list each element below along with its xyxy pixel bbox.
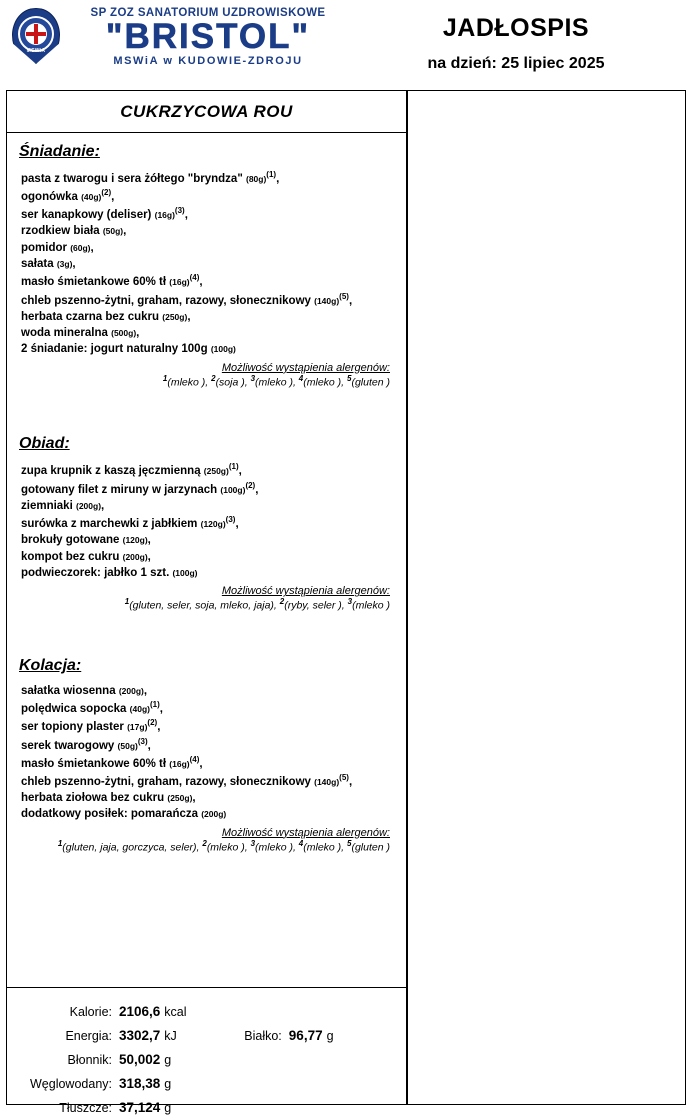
item-separator: , bbox=[349, 776, 352, 788]
meal-item bbox=[21, 169, 398, 187]
meal-item-weight: (16g) bbox=[169, 277, 189, 287]
item-separator: , bbox=[160, 703, 163, 715]
item-separator: , bbox=[157, 721, 160, 733]
summary-row bbox=[7, 1096, 406, 1119]
meal-item-weight: (40g) bbox=[130, 704, 150, 714]
item-separator: , bbox=[192, 792, 195, 804]
meal-item-weight: (17g) bbox=[127, 722, 147, 732]
item-separator: , bbox=[148, 551, 151, 563]
allergen-text: (mleko ), bbox=[255, 376, 299, 388]
allergen-header: Możliwość wystąpienia alergenów: bbox=[15, 827, 390, 839]
institution-line-3: MSWiA w KUDOWIE-ZDROJU bbox=[68, 55, 348, 67]
summary-value: 318,38 bbox=[119, 1072, 160, 1096]
meal-item-name: ser topiony plaster bbox=[21, 721, 124, 733]
allergen-header: Możliwość wystąpienia alergenów: bbox=[15, 585, 390, 597]
title-block bbox=[348, 6, 684, 73]
summary-unit: g bbox=[164, 1050, 171, 1072]
summary-row bbox=[7, 1072, 406, 1096]
meal-item bbox=[21, 532, 398, 548]
meal-item-weight: (140g) bbox=[314, 295, 339, 305]
allergen-index: 2 bbox=[280, 597, 284, 606]
meal-item-name: kompot bez cukru bbox=[21, 551, 119, 563]
summary-value: 2106,6 bbox=[119, 1000, 160, 1024]
meal-item-name: chleb pszenno-żytni, graham, razowy, słonecznikowy bbox=[21, 776, 311, 788]
allergen-index: 3 bbox=[251, 374, 255, 383]
meal-item-name: 2 śniadanie: jogurt naturalny 100g bbox=[21, 343, 208, 355]
item-separator: , bbox=[349, 294, 352, 306]
summary-label: Błonnik: bbox=[7, 1050, 119, 1072]
allergen-text: (gluten, seler, soja, mleko, jaja), bbox=[129, 600, 280, 612]
meal-title: Obiad: bbox=[19, 435, 398, 453]
summary-unit-secondary: g bbox=[327, 1026, 334, 1048]
summary-row bbox=[7, 1048, 406, 1072]
item-separator: , bbox=[136, 327, 139, 339]
item-separator: , bbox=[199, 276, 202, 288]
item-separator: , bbox=[123, 225, 126, 237]
allergen-marker: (5) bbox=[339, 292, 349, 301]
item-separator: , bbox=[72, 258, 75, 270]
meal-item-name: serek twarogowy bbox=[21, 739, 114, 751]
allergen-marker: (1) bbox=[229, 462, 239, 471]
allergen-text: (mleko ), bbox=[255, 841, 299, 853]
allergen-text: (mleko ), bbox=[303, 841, 347, 853]
summary-value-secondary: 96,77 bbox=[289, 1024, 323, 1048]
allergen-marker: (3) bbox=[226, 515, 236, 524]
summary-unit: g bbox=[164, 1074, 171, 1096]
allergen-index: 1 bbox=[58, 839, 62, 848]
meal-item-weight: (3g) bbox=[57, 259, 73, 269]
meal-item-weight: (500g) bbox=[111, 328, 136, 338]
item-separator: , bbox=[91, 242, 94, 254]
allergen-index: 2 bbox=[211, 374, 215, 383]
cross-icon-horizontal bbox=[26, 32, 46, 36]
item-separator: , bbox=[148, 739, 151, 751]
meal-item-weight: (200g) bbox=[76, 501, 101, 511]
institution-line-1: SP ZOZ SANATORIUM UZDROWISKOWE bbox=[68, 7, 348, 19]
summary-label-secondary: Białko: bbox=[177, 1026, 289, 1048]
meal-item bbox=[21, 498, 398, 514]
meal-item-weight: (140g) bbox=[314, 777, 339, 787]
meal-item-name: chleb pszenno-żytni, graham, razowy, słonecznikowy bbox=[21, 294, 311, 306]
page-title: JADŁOSPIS bbox=[348, 14, 684, 43]
meal-title: Kolacja: bbox=[19, 657, 398, 675]
menu-frame bbox=[6, 90, 686, 1105]
meal-item bbox=[21, 480, 398, 498]
meal-section bbox=[15, 143, 398, 389]
logo-block bbox=[8, 6, 348, 68]
item-separator: , bbox=[239, 465, 242, 477]
item-separator: , bbox=[111, 191, 114, 203]
meal-item-name: surówka z marchewki z jabłkiem bbox=[21, 518, 197, 530]
meal-item bbox=[21, 341, 398, 357]
allergen-index: 4 bbox=[299, 374, 303, 383]
item-separator: , bbox=[185, 209, 188, 221]
summary-value: 3302,7 bbox=[119, 1024, 160, 1048]
meal-item bbox=[21, 549, 398, 565]
institution-name-block bbox=[68, 7, 348, 68]
allergen-marker: (1) bbox=[266, 170, 276, 179]
meal-item bbox=[21, 272, 398, 290]
meal-item-weight: (50g) bbox=[118, 740, 138, 750]
meal-item-name: podwieczorek: jabłko 1 szt. bbox=[21, 567, 169, 579]
meal-item-name: dodatkowy posiłek: pomarańcza bbox=[21, 808, 198, 820]
summary-unit: kcal bbox=[164, 1002, 186, 1024]
meal-item-name: herbata czarna bez cukru bbox=[21, 311, 159, 323]
allergen-header: Możliwość wystąpienia alergenów: bbox=[15, 362, 390, 374]
meal-item-name: polędwica sopocka bbox=[21, 703, 126, 715]
allergen-marker: (4) bbox=[190, 755, 200, 764]
allergen-text: (gluten, jaja, gorczyca, seler), bbox=[62, 841, 202, 853]
allergen-text: (mleko ), bbox=[167, 376, 211, 388]
allergen-marker: (4) bbox=[190, 273, 200, 282]
meal-item-name: rzodkiew biała bbox=[21, 225, 100, 237]
diet-header bbox=[7, 91, 406, 133]
meal-item-name: sałatka wiosenna bbox=[21, 685, 116, 697]
meal-item bbox=[21, 309, 398, 325]
meal-item-weight: (200g) bbox=[123, 552, 148, 562]
allergen-index: 1 bbox=[125, 597, 129, 606]
meal-item-weight: (250g) bbox=[167, 793, 192, 803]
allergen-marker: (3) bbox=[175, 206, 185, 215]
meal-item-name: masło śmietankowe 60% tł bbox=[21, 276, 166, 288]
allergen-list bbox=[15, 839, 390, 855]
meal-item bbox=[21, 240, 398, 256]
document-date: na dzień: 25 lipiec 2025 bbox=[348, 55, 684, 73]
allergen-marker: (2) bbox=[101, 188, 111, 197]
item-separator: , bbox=[255, 483, 258, 495]
meal-item-weight: (50g) bbox=[103, 226, 123, 236]
summary-unit: kJ bbox=[164, 1026, 177, 1048]
meal-item-weight: (120g) bbox=[201, 519, 226, 529]
summary-label: Energia: bbox=[7, 1026, 119, 1048]
allergen-index: 3 bbox=[251, 839, 255, 848]
allergen-text: (mleko ) bbox=[352, 600, 390, 612]
meal-item bbox=[21, 683, 398, 699]
meal-item-weight: (100g) bbox=[172, 568, 197, 578]
mswia-emblem-icon bbox=[8, 6, 64, 68]
summary-row bbox=[7, 1024, 406, 1048]
nutrition-summary bbox=[7, 987, 406, 1104]
meal-title: Śniadanie: bbox=[19, 143, 398, 161]
meal-item-name: herbata ziołowa bez cukru bbox=[21, 792, 164, 804]
meal-item-name: brokuły gotowane bbox=[21, 534, 119, 546]
allergen-index: 1 bbox=[163, 374, 167, 383]
summary-row bbox=[7, 1000, 406, 1024]
item-separator: , bbox=[199, 758, 202, 770]
summary-unit: g bbox=[164, 1098, 171, 1119]
meal-item-weight: (80g) bbox=[246, 174, 266, 184]
item-separator: , bbox=[144, 685, 147, 697]
meal-item-name: woda mineralna bbox=[21, 327, 108, 339]
meals-container bbox=[7, 133, 406, 989]
meal-item-name: ser kanapkowy (deliser) bbox=[21, 209, 151, 221]
meal-item-name: sałata bbox=[21, 258, 54, 270]
meal-item-name: ziemniaki bbox=[21, 500, 73, 512]
item-separator: , bbox=[148, 534, 151, 546]
meal-item bbox=[21, 736, 398, 754]
summary-value: 50,002 bbox=[119, 1048, 160, 1072]
allergen-text: (mleko ), bbox=[207, 841, 251, 853]
meal-item-weight: (250g) bbox=[204, 466, 229, 476]
meal-item bbox=[21, 699, 398, 717]
allergen-marker: (5) bbox=[339, 773, 349, 782]
allergen-index: 5 bbox=[347, 839, 351, 848]
meal-item-name: zupa krupnik z kaszą jęczmienną bbox=[21, 465, 201, 477]
summary-label: Tłuszcze: bbox=[7, 1098, 119, 1119]
allergen-marker: (2) bbox=[245, 481, 255, 490]
meal-item-weight: (100g) bbox=[220, 484, 245, 494]
allergen-list bbox=[15, 597, 390, 613]
institution-line-2: "BRISTOL" bbox=[68, 19, 348, 56]
diet-name: CUKRZYCOWA ROU bbox=[120, 102, 293, 122]
meal-item bbox=[21, 754, 398, 772]
meal-item-weight: (120g) bbox=[123, 535, 148, 545]
allergen-index: 2 bbox=[202, 839, 206, 848]
summary-value: 37,124 bbox=[119, 1096, 160, 1119]
meal-item-weight: (40g) bbox=[81, 192, 101, 202]
meal-item-weight: (16g) bbox=[155, 210, 175, 220]
meal-item bbox=[21, 565, 398, 581]
item-separator: , bbox=[276, 173, 279, 185]
item-separator: , bbox=[187, 311, 190, 323]
meal-item-weight: (60g) bbox=[70, 243, 90, 253]
meal-item-list bbox=[21, 169, 398, 358]
meal-section bbox=[15, 435, 398, 612]
meal-item bbox=[21, 514, 398, 532]
allergen-index: 5 bbox=[347, 374, 351, 383]
meal-item-name: ogonówka bbox=[21, 191, 78, 203]
meal-item bbox=[21, 717, 398, 735]
meal-item-list bbox=[21, 683, 398, 823]
meal-item-weight: (200g) bbox=[201, 809, 226, 819]
document-header bbox=[0, 0, 692, 86]
meal-item bbox=[21, 772, 398, 790]
meal-item-name: masło śmietankowe 60% tł bbox=[21, 758, 166, 770]
allergen-marker: (2) bbox=[147, 718, 157, 727]
summary-label: Kalorie: bbox=[7, 1002, 119, 1024]
meal-item bbox=[21, 291, 398, 309]
summary-label: Węglowodany: bbox=[7, 1074, 119, 1096]
item-separator: , bbox=[101, 500, 104, 512]
meal-section bbox=[15, 657, 398, 854]
meal-item-name: pomidor bbox=[21, 242, 67, 254]
meal-item-list bbox=[21, 461, 398, 581]
meal-item-name: gotowany filet z miruny w jarzynach bbox=[21, 483, 217, 495]
meal-item bbox=[21, 223, 398, 239]
allergen-text: (soja ), bbox=[216, 376, 251, 388]
meal-item-weight: (100g) bbox=[211, 344, 236, 354]
allergen-list bbox=[15, 374, 390, 390]
column-divider bbox=[406, 91, 408, 1104]
meal-item bbox=[21, 790, 398, 806]
meal-item-weight: (200g) bbox=[119, 686, 144, 696]
allergen-index: 4 bbox=[299, 839, 303, 848]
meal-item bbox=[21, 461, 398, 479]
meal-item bbox=[21, 256, 398, 272]
meal-item-name: pasta z twarogu i sera żółtego "bryndza" bbox=[21, 173, 243, 185]
allergen-text: (gluten ) bbox=[351, 841, 390, 853]
meal-item bbox=[21, 187, 398, 205]
emblem-caption: MSWiA bbox=[12, 48, 60, 54]
meal-item bbox=[21, 325, 398, 341]
allergen-text: (gluten ) bbox=[351, 376, 390, 388]
meal-item-weight: (250g) bbox=[162, 312, 187, 322]
allergen-marker: (1) bbox=[150, 700, 160, 709]
item-separator: , bbox=[235, 518, 238, 530]
meal-item-weight: (16g) bbox=[169, 759, 189, 769]
meal-item bbox=[21, 806, 398, 822]
allergen-marker: (3) bbox=[138, 737, 148, 746]
allergen-index: 3 bbox=[348, 597, 352, 606]
allergen-text: (ryby, seler ), bbox=[284, 600, 347, 612]
meal-item bbox=[21, 205, 398, 223]
allergen-text: (mleko ), bbox=[303, 376, 347, 388]
